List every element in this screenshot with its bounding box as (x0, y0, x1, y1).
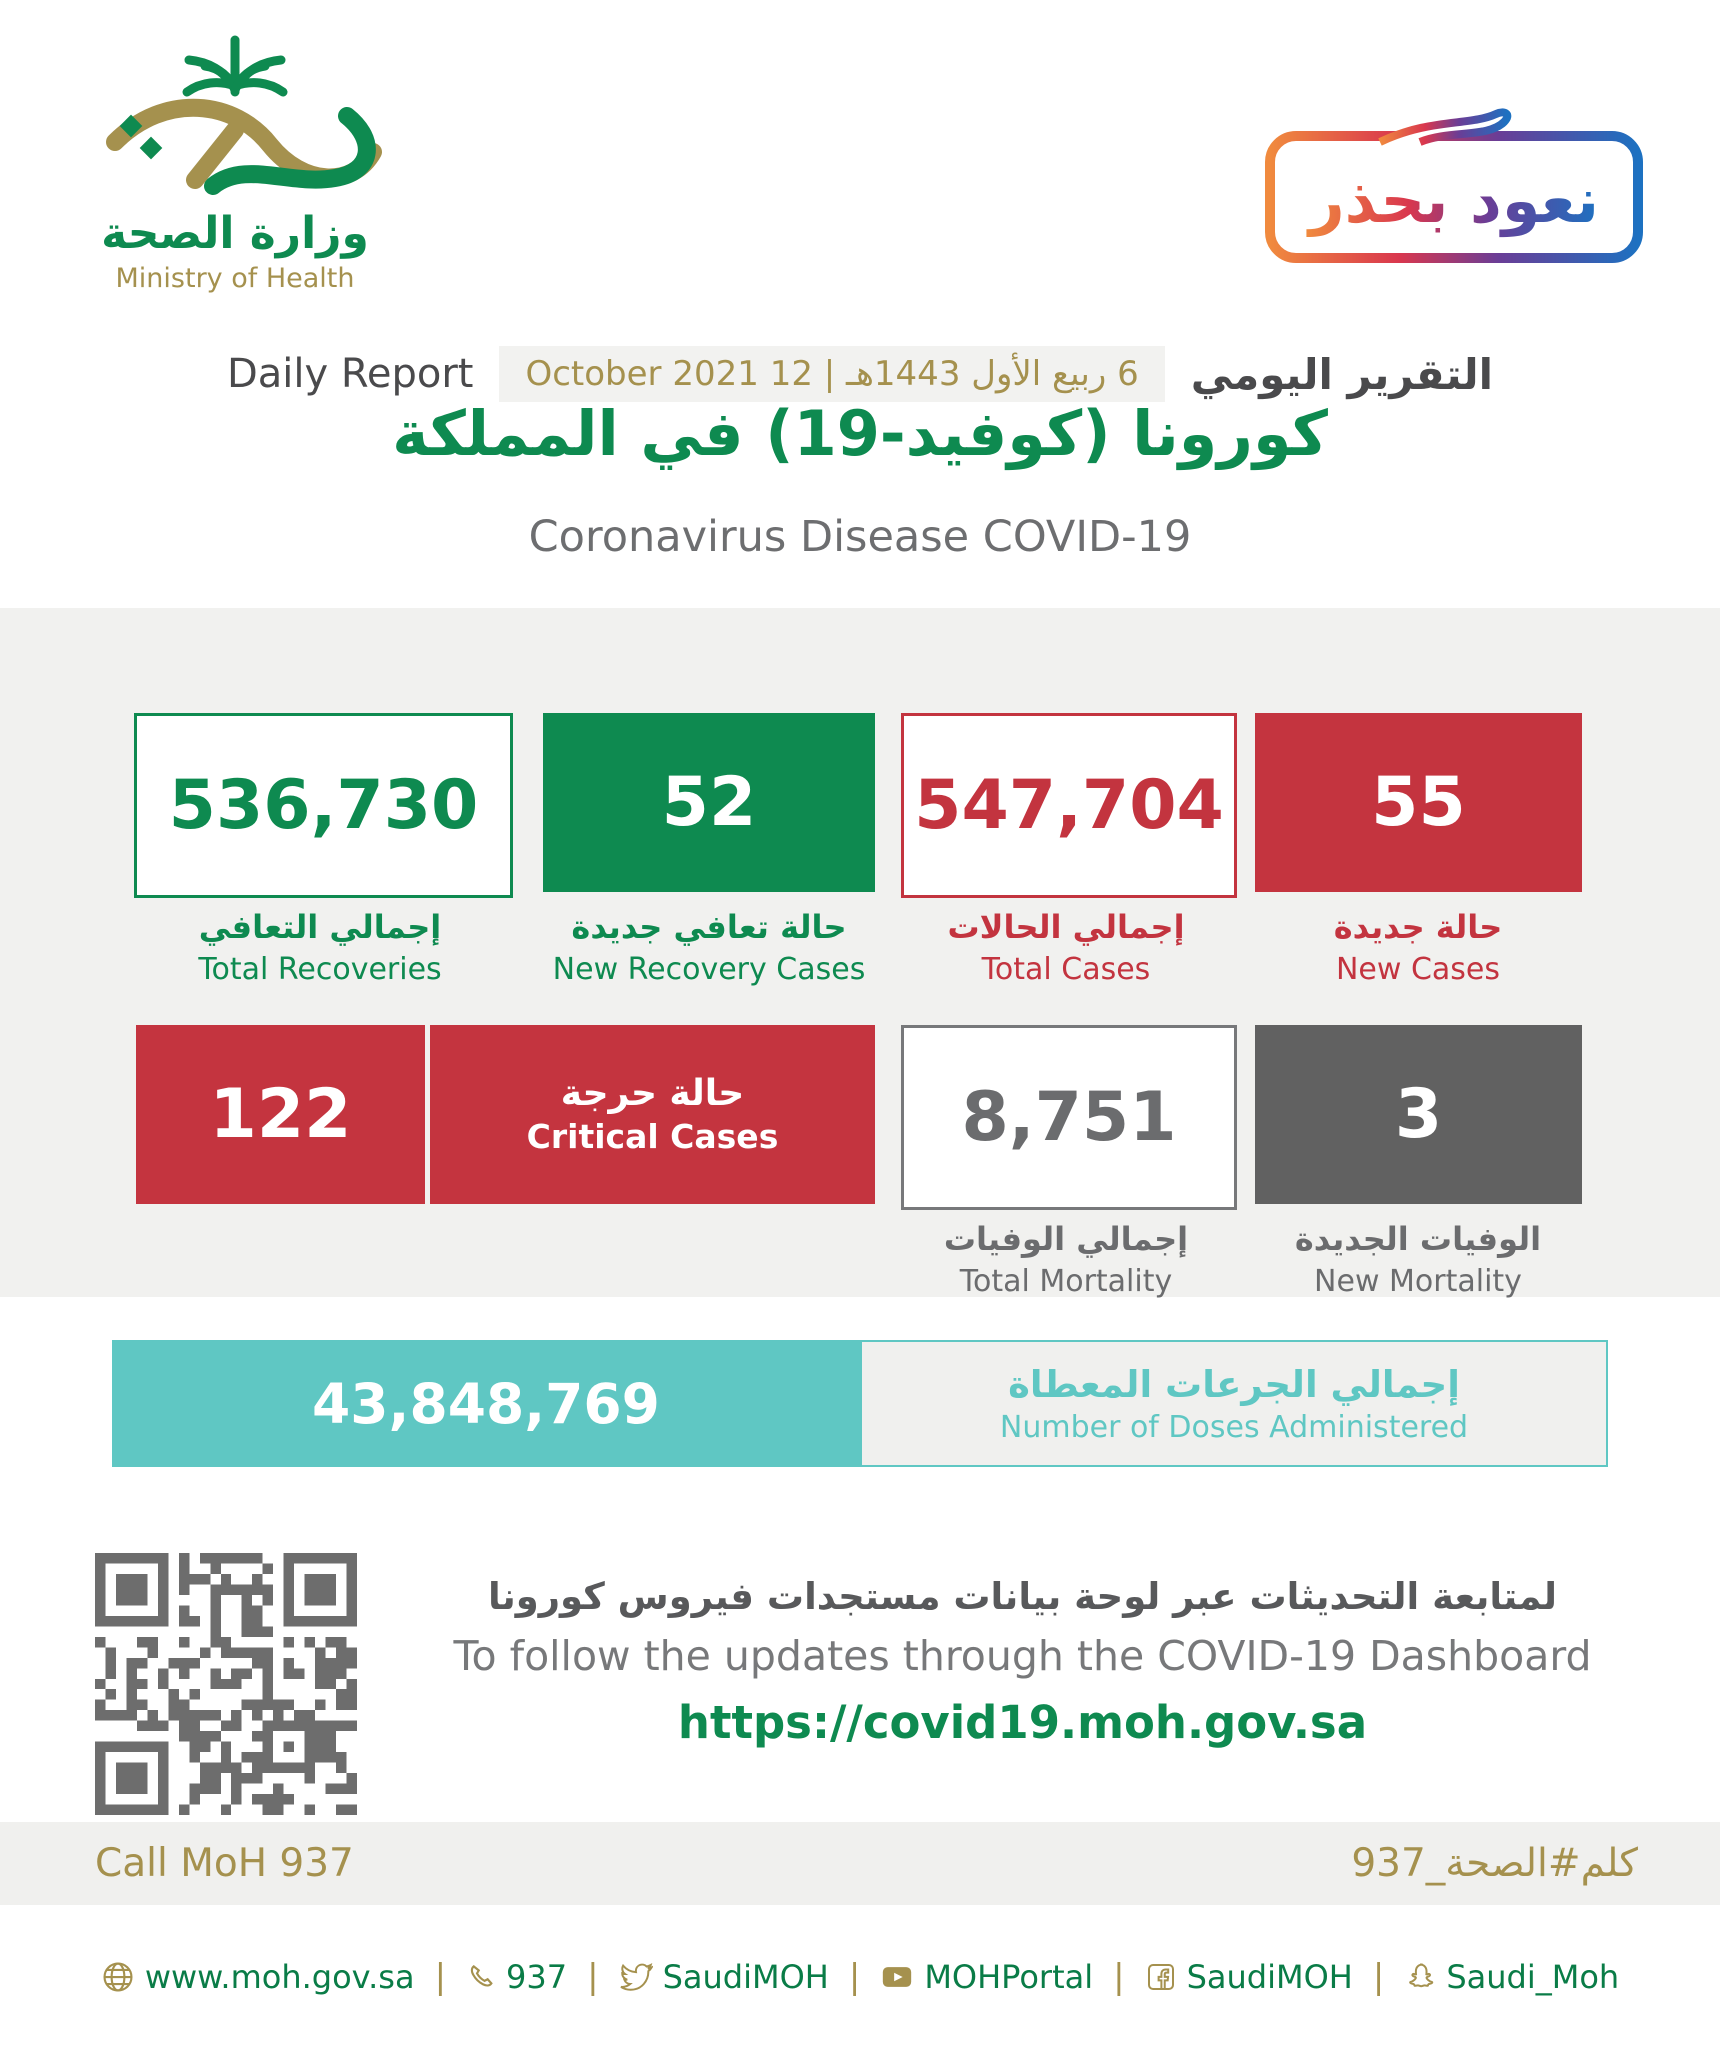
logo-title-english: Ministry of Health (115, 263, 355, 294)
footer-separator: | (1372, 1956, 1385, 1997)
total-recoveries-value: 536,730 (134, 713, 513, 898)
moh-logo (85, 30, 385, 294)
new-mortality-label: الوفيات الجديدة New Mortality (1294, 1220, 1542, 1299)
footer-item-phone[interactable] (466, 1958, 567, 1996)
facebook-icon (1145, 1961, 1177, 1993)
badge-text: نعود بحذر (1308, 164, 1600, 237)
footer-item-youtube[interactable] (880, 1958, 1093, 1996)
daily-report-arabic: التقرير اليومي (1190, 349, 1494, 399)
dashboard-note-arabic: لمتابعة التحديثات عبر لوحة بيانات مستجدات فيروس كورونا (487, 1575, 1558, 1618)
footer-item-snapchat[interactable] (1404, 1958, 1619, 1996)
footer-label: SaudiMOH (662, 1957, 829, 1996)
call-moh-english: Call MoH 937 (95, 1841, 354, 1886)
total-recoveries-label: إجمالي التعافي Total Recoveries (198, 908, 442, 987)
report-date: 6 ربيع الأول 1443هـ | 12 October 2021 (499, 346, 1164, 402)
total-cases-label: إجمالي الحالات Total Cases (947, 908, 1185, 987)
total-mortality-value: 8,751 (901, 1025, 1237, 1210)
header (0, 0, 1720, 608)
dashboard-note-english: To follow the updates through the COVID-19 Dashboard (453, 1632, 1592, 1680)
footer (0, 1905, 1720, 2048)
new-recovery-cases-value: 52 (543, 713, 875, 892)
doses-bar (112, 1340, 1608, 1467)
report-line (0, 346, 1720, 402)
total-cases-value: 547,704 (901, 713, 1237, 898)
footer-label: MOHPortal (924, 1957, 1094, 1996)
call-moh-arabic-hashtag: كلم#الصحة_937 (1351, 1841, 1638, 1886)
qr-code (95, 1553, 357, 1815)
dashboard-url-link[interactable]: https://covid19.moh.gov.sa (677, 1696, 1368, 1749)
twitter-icon (619, 1960, 653, 1994)
call-band (0, 1822, 1720, 1905)
globe-icon (101, 1960, 135, 1994)
return-with-caution-badge (1260, 100, 1650, 265)
new-recovery-cases-label: حالة تعافي جديدة New Recovery Cases (552, 908, 866, 987)
phone-icon (466, 1962, 496, 1992)
footer-label: www.moh.gov.sa (144, 1957, 415, 1996)
snapchat-icon (1404, 1961, 1436, 1993)
footer-item-facebook[interactable] (1145, 1958, 1353, 1996)
logo-title-arabic: وزارة الصحة (101, 208, 369, 259)
page-title-english: Coronavirus Disease COVID-19 (528, 512, 1192, 562)
footer-label: 937 (506, 1957, 568, 1996)
dashboard-section (0, 1467, 1720, 1822)
doses-administered-value: 43,848,769 (112, 1340, 860, 1467)
new-mortality-value: 3 (1255, 1025, 1582, 1204)
doses-administered-label: إجمالي الجرعات المعطاة Number of Doses Administered (860, 1340, 1608, 1467)
youtube-icon (880, 1960, 914, 1994)
footer-separator: | (587, 1956, 599, 1997)
footer-item-twitter[interactable] (619, 1958, 829, 1996)
footer-separator: | (1113, 1956, 1125, 1997)
moh-palm-logo-icon (85, 30, 385, 202)
new-cases-value: 55 (1255, 713, 1582, 892)
new-cases-label: حالة جديدة New Cases (1333, 908, 1503, 987)
footer-separator: | (434, 1956, 447, 1997)
footer-item-website[interactable] (101, 1958, 415, 1996)
critical-cases-value: 122 (136, 1025, 425, 1204)
stats-section (0, 608, 1720, 1297)
page-title-arabic: كورونا (كوفيد-19) في المملكة (392, 397, 1328, 470)
footer-separator: | (848, 1956, 861, 1997)
daily-report-english: Daily Report (226, 351, 474, 397)
critical-cases-label: حالة حرجة Critical Cases (430, 1025, 875, 1204)
total-mortality-label: إجمالي الوفيات Total Mortality (943, 1220, 1189, 1299)
footer-label: Saudi_Moh (1446, 1957, 1620, 1996)
footer-label: SaudiMOH (1186, 1957, 1353, 1996)
